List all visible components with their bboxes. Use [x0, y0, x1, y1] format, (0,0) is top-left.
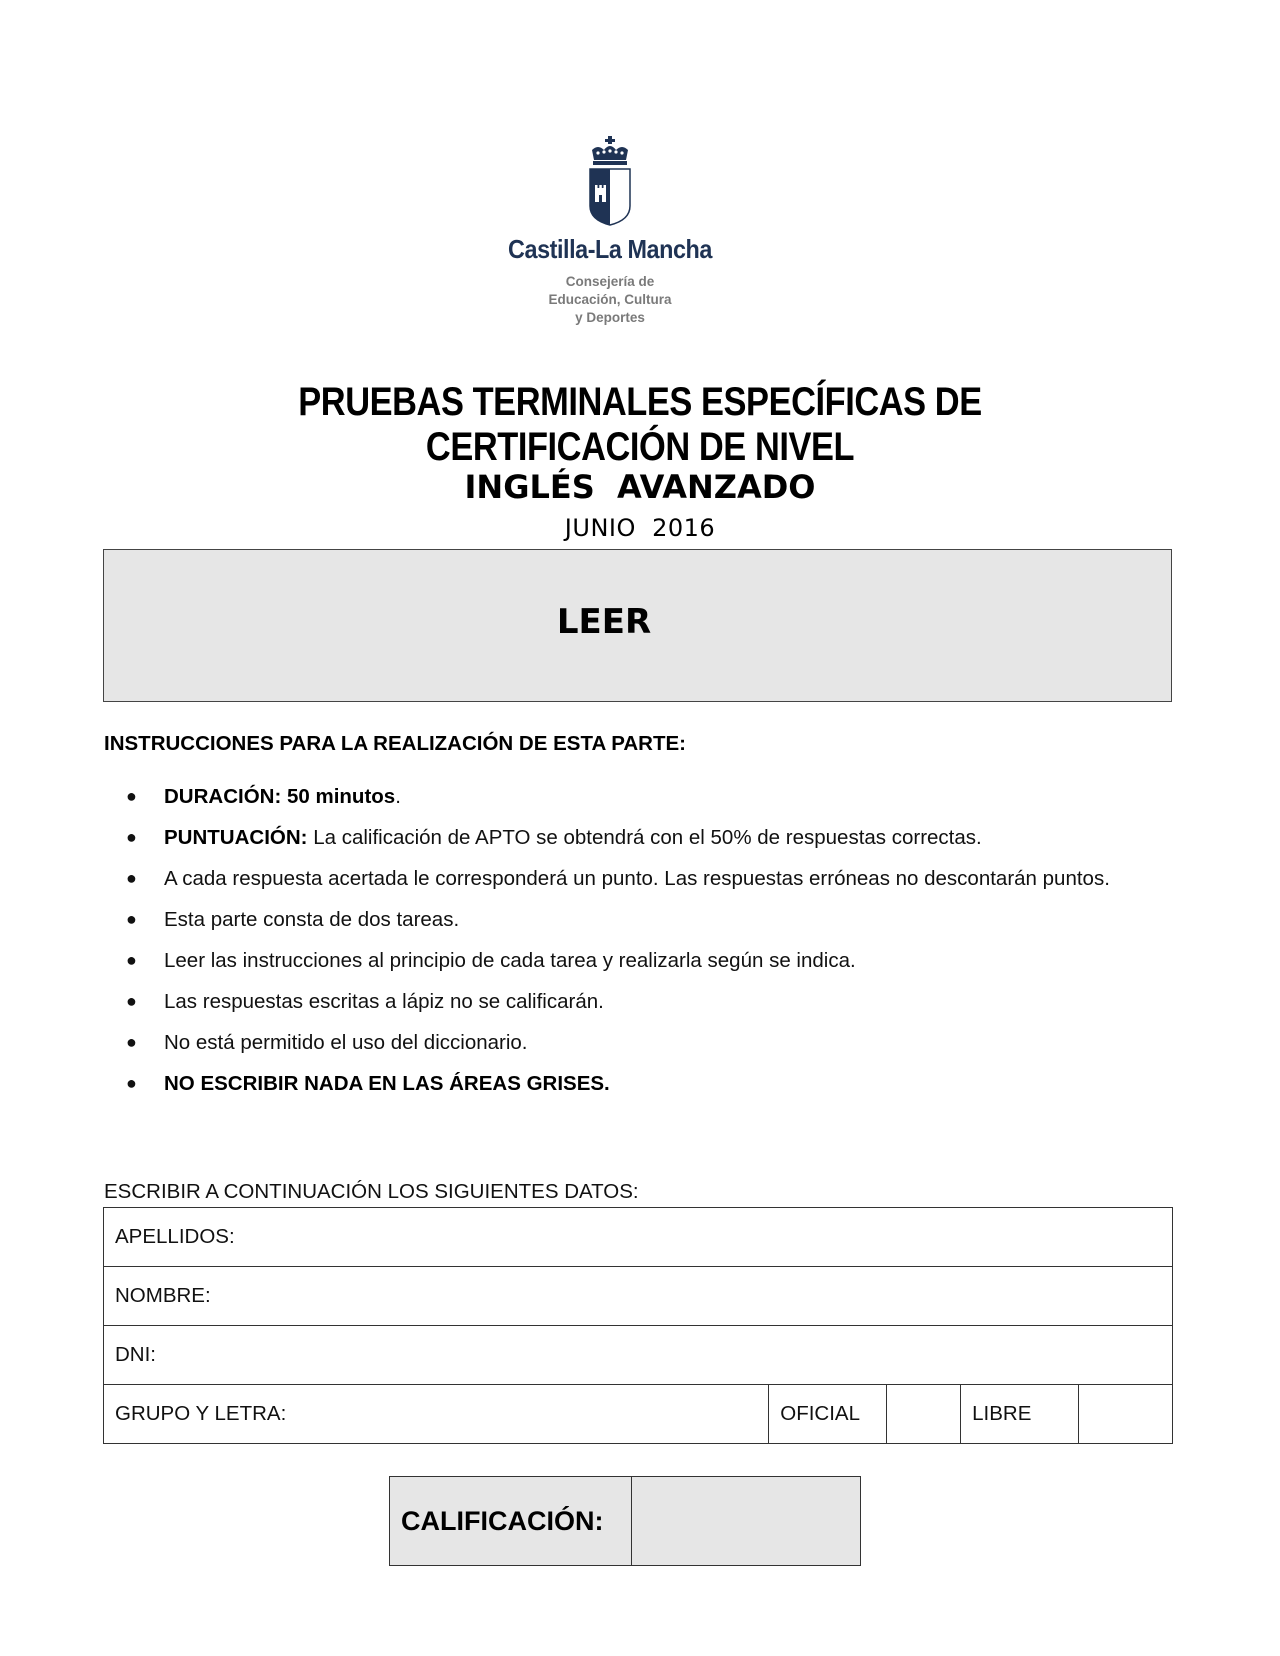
libre-checkbox[interactable] — [1079, 1385, 1173, 1444]
table-row — [390, 1477, 861, 1566]
instruction-text: Las respuestas escritas a lápiz no se calificarán. — [164, 990, 604, 1013]
exam-subject: INGLÉS AVANZADO — [464, 468, 816, 506]
libre-label: LIBRE — [961, 1385, 1079, 1444]
grade-label: CALIFICACIÓN: — [390, 1477, 632, 1566]
list-item — [104, 1063, 1184, 1104]
grupo-field[interactable]: GRUPO Y LETRA: — [104, 1385, 769, 1444]
grade-table — [389, 1476, 861, 1566]
instruction-text: No está permitido el uso del diccionario. — [164, 1031, 528, 1054]
instruction-text: Esta parte consta de dos tareas. — [164, 908, 460, 931]
apellidos-field[interactable]: APELLIDOS: — [104, 1208, 1173, 1267]
instruction-text: Leer las instrucciones al principio de cada tarea y realizarla según se indica. — [164, 949, 856, 972]
instruction-bold: PUNTUACIÓN: — [164, 826, 308, 849]
list-item — [104, 858, 1184, 899]
data-form-heading: ESCRIBIR A CONTINUACIÓN LOS SIGUIENTES DATOS: — [104, 1180, 639, 1203]
list-item — [104, 981, 1184, 1022]
instructions-list — [104, 776, 1184, 1104]
institution-department — [480, 273, 740, 327]
table-row — [104, 1208, 1173, 1267]
instruction-text: A cada respuesta acertada le corresponderá un punto. Las respuestas erróneas no descontarán puntos. — [164, 867, 1110, 890]
coat-of-arms-icon — [586, 136, 634, 226]
department-line: y Deportes — [575, 310, 645, 325]
department-line: Educación, Cultura — [548, 292, 672, 307]
grade-field — [631, 1477, 860, 1566]
bullet-icon: ● — [126, 991, 137, 1011]
bullet-icon: ● — [126, 909, 137, 929]
bullet-icon: ● — [126, 1032, 137, 1052]
instructions-heading: INSTRUCCIONES PARA LA REALIZACIÓN DE ESTA PARTE: — [104, 732, 686, 755]
table-row — [104, 1267, 1173, 1326]
section-title: LEER — [556, 602, 652, 642]
list-item — [104, 940, 1184, 981]
institution-logo — [480, 136, 740, 327]
bullet-icon: ● — [126, 786, 137, 806]
dni-field[interactable]: DNI: — [104, 1326, 1173, 1385]
oficial-checkbox[interactable] — [887, 1385, 961, 1444]
oficial-label: OFICIAL — [769, 1385, 887, 1444]
exam-title: PRUEBAS TERMINALES ESPECÍFICAS DE CERTIFICACIÓN DE NIVEL — [298, 380, 982, 469]
nombre-field[interactable]: NOMBRE: — [104, 1267, 1173, 1326]
institution-name: Castilla-La Mancha — [508, 234, 712, 264]
bullet-icon: ● — [126, 868, 137, 888]
bullet-icon: ● — [126, 1073, 137, 1093]
instruction-bold: NO ESCRIBIR NADA EN LAS ÁREAS GRISES. — [164, 1072, 610, 1095]
list-item — [104, 1022, 1184, 1063]
instruction-text: La calificación de APTO se obtendrá con el 50% de respuestas correctas. — [307, 826, 982, 849]
instruction-bold: DURACIÓN: 50 minutos — [164, 785, 396, 808]
department-line: Consejería de — [565, 274, 655, 289]
bullet-icon: ● — [126, 827, 137, 847]
student-data-table — [103, 1207, 1173, 1444]
bullet-icon: ● — [126, 950, 137, 970]
section-box — [103, 549, 1172, 702]
list-item — [104, 899, 1184, 940]
instruction-text: . — [395, 785, 401, 808]
list-item — [104, 776, 1184, 817]
list-item — [104, 817, 1184, 858]
table-row — [104, 1385, 1173, 1444]
table-row — [104, 1326, 1173, 1385]
exam-date: JUNIO 2016 — [564, 514, 716, 542]
